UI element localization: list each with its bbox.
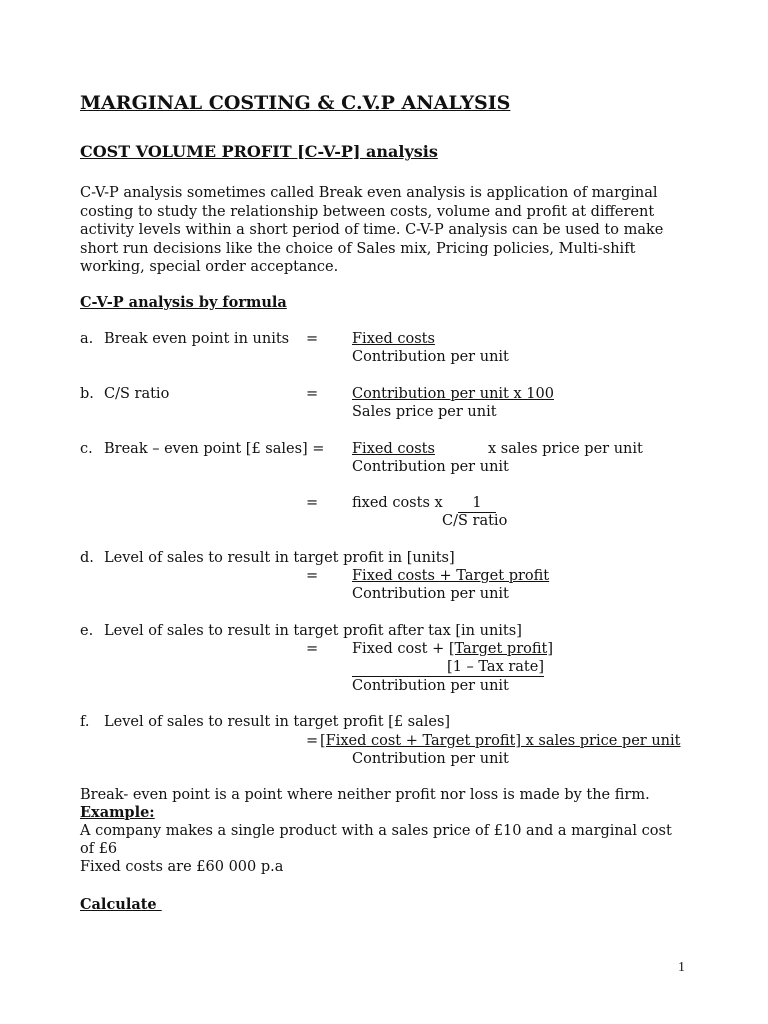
formula-d-denominator: Contribution per unit (352, 586, 509, 602)
formula-b-label: C/S ratio (104, 386, 170, 402)
example-line-1: A company makes a single product with a sales price of £10 and a marginal cost (80, 823, 672, 839)
formula-e-label: Level of sales to result in target profit after tax [in units] (104, 623, 522, 639)
formula-c-multiplier: x sales price per unit (488, 441, 643, 457)
example-line-3: Fixed costs are £60 000 p.a (80, 859, 284, 875)
formula-b-numerator: Contribution per unit x 100 (352, 386, 554, 402)
formula-c-denominator: Contribution per unit (352, 459, 509, 475)
formula-a-marker: a. (80, 331, 94, 347)
formula-c-label: Break – even point [£ sales] = (104, 441, 325, 457)
formula-f-numerator: [Fixed cost + Target profit] x sales price per unit (320, 733, 681, 749)
formula-f-label: Level of sales to result in target profit [£ sales] (104, 714, 451, 730)
example-line-2: of £6 (80, 841, 118, 857)
formula-f-equals: = (306, 733, 323, 749)
formula-c-alt-equals: = (306, 495, 319, 511)
formula-d-numerator: Fixed costs + Target profit (352, 568, 550, 584)
example-heading: Example: (80, 804, 155, 821)
formula-c-alt-numerator: 1 (458, 494, 496, 513)
formula-d-marker: d. (80, 550, 94, 566)
breakeven-note: Break- even point is a point where neither profit nor loss is made by the firm. (80, 787, 650, 803)
page-title: MARGINAL COSTING & C.V.P ANALYSIS (80, 92, 511, 114)
formula-a-denominator: Contribution per unit (352, 349, 509, 365)
formula-c-numerator: Fixed costs (352, 441, 435, 457)
intro-paragraph: C-V-P analysis sometimes called Break even analysis is application of marginal costing to study the relationship between costs, volume and profit at different activity levels within a short period of time. C-V-P analysis can be used to make short run decisions like the choice of Sales mix, Pricing policies, Multi-shift working, special order acceptance. (80, 185, 664, 275)
formula-e-equals: = (306, 641, 319, 657)
formula-c-marker: c. (80, 441, 93, 457)
formula-c-alt-denominator: C/S ratio (442, 513, 508, 529)
formula-c-alt-prefix: fixed costs x (352, 495, 443, 511)
formula-d-label: Level of sales to result in target profit in [units] (104, 550, 455, 566)
formula-e-target-profit: [Target profit] (448, 641, 554, 657)
formula-f-marker: f. (80, 714, 90, 730)
section-subtitle: COST VOLUME PROFIT [C-V-P] analysis (80, 142, 438, 161)
formula-a-label: Break even point in units (104, 331, 290, 347)
formula-heading: C-V-P analysis by formula (80, 294, 287, 311)
formula-b-equals: = (306, 386, 319, 402)
formula-e-line1-prefix: Fixed cost + (352, 641, 449, 657)
page-number: 1 (678, 960, 685, 975)
formula-a-equals: = (306, 331, 319, 347)
formula-b-marker: b. (80, 386, 94, 402)
formula-e-line1 (352, 640, 553, 658)
formula-a-numerator: Fixed costs (352, 331, 435, 347)
formula-e-marker: e. (80, 623, 94, 639)
formula-e-line2: [1 – Tax rate] (352, 658, 544, 677)
formula-e-denominator: Contribution per unit (352, 678, 509, 694)
calculate-heading: Calculate (80, 896, 162, 913)
formula-f-denominator: Contribution per unit (352, 751, 509, 767)
formula-b-denominator: Sales price per unit (352, 404, 497, 420)
formula-d-equals: = (306, 568, 319, 584)
